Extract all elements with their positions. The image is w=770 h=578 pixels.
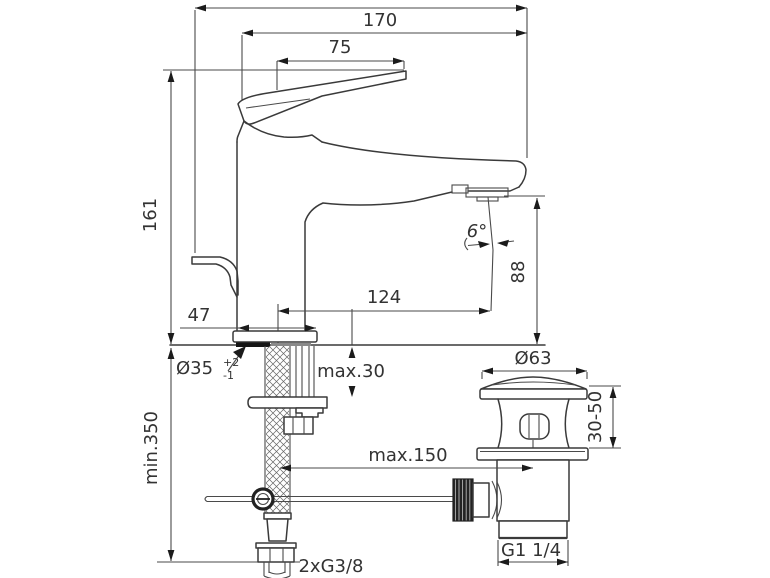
dim-clamping-range: 30-50 (585, 390, 606, 444)
dim-spray-angle: 6° (466, 221, 488, 242)
dim-handle-length: 75 (328, 37, 352, 58)
rod-clamp-sleeve (473, 483, 489, 517)
aerator (466, 188, 508, 197)
hose-ferrule (264, 513, 291, 519)
pop-up-waste (477, 377, 588, 538)
hose-corrugation (267, 519, 288, 541)
dim-body-width: 47 (187, 305, 211, 326)
dim-outlet-height: 88 (508, 260, 529, 284)
waste-screw (520, 414, 549, 439)
hose-nut (258, 548, 294, 562)
base-plinth (233, 331, 317, 342)
dim-waste-flange: Ø63 (514, 348, 552, 369)
dim-overall-length: 170 (362, 10, 398, 31)
waste-thread-section (499, 521, 567, 538)
dim-hole-tol-minus: -1 (223, 369, 234, 382)
cartridge-dome (244, 121, 322, 142)
dim-hose-length: min.350 (141, 410, 162, 486)
dim-spout-reach: 124 (366, 287, 402, 308)
dim-deck-thickness: max.30 (317, 361, 385, 382)
dim-waste-thread: G1 1/4 (500, 540, 562, 561)
handle-lever (238, 71, 406, 124)
shank-fitting (296, 408, 323, 417)
handle-open-position (192, 257, 238, 297)
dim-hole-tol-plus: +2 (223, 356, 240, 369)
spout-underside (305, 187, 519, 331)
mounting-nut (284, 417, 313, 434)
aerator-lip (477, 197, 498, 201)
rod-clamp-knurled (453, 479, 473, 521)
waste-plug-dome (481, 377, 586, 389)
faucet-outline (192, 71, 526, 347)
spout-top (322, 142, 526, 187)
dim-total-height: 161 (140, 197, 161, 233)
hose-thread-end (264, 562, 290, 578)
dim-hose-thread: 2xG3/8 (298, 556, 364, 577)
waste-body (497, 460, 569, 521)
pop-up-rod (205, 497, 453, 502)
dim-hole-diameter: Ø35 (176, 358, 214, 379)
mounting-bracket (248, 397, 327, 408)
waste-lock-flange (477, 448, 588, 460)
water-stream-line (488, 197, 493, 311)
dim-rod-reach: max.150 (368, 445, 448, 466)
waste-flange (480, 389, 587, 399)
